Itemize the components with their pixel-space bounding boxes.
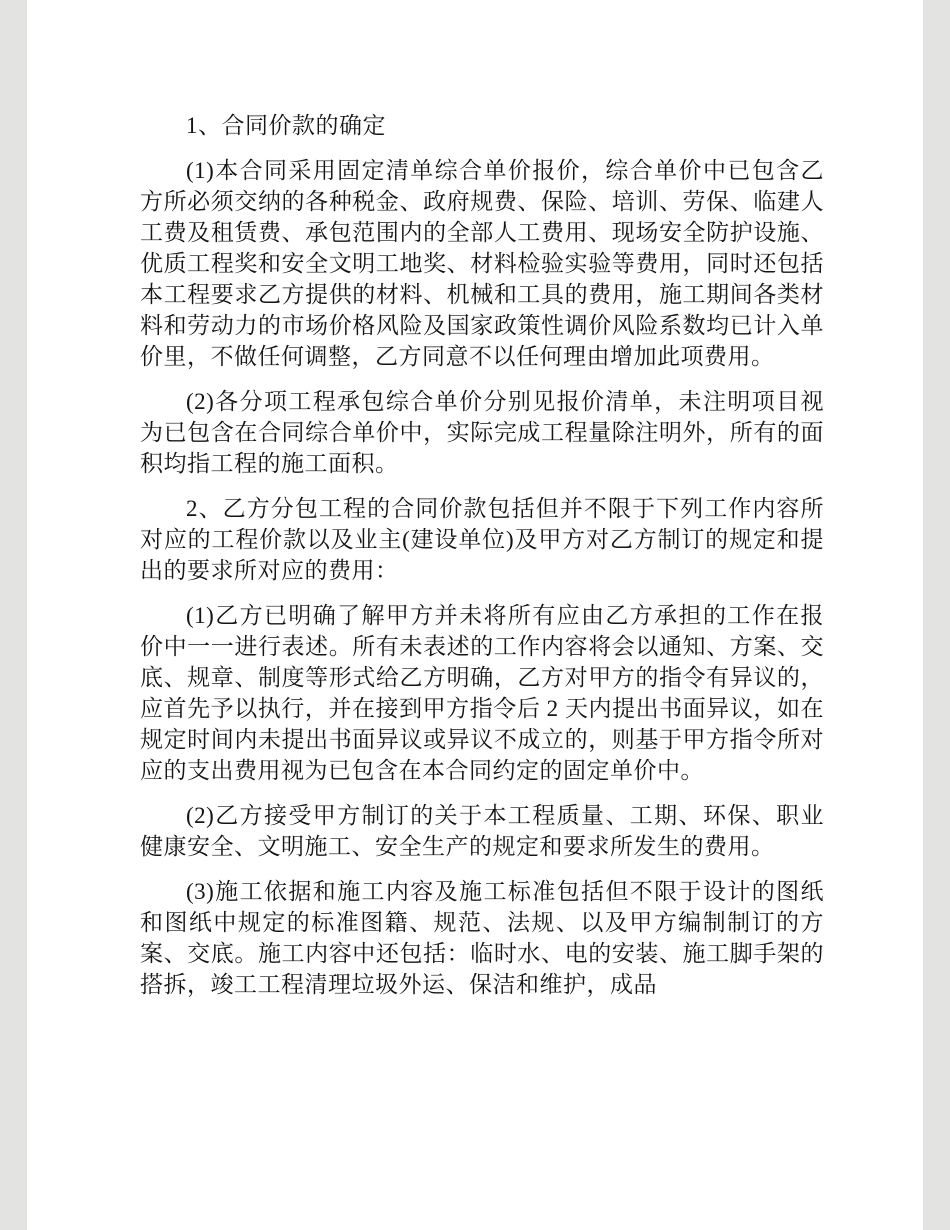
document-paragraph: (3)施工依据和施工内容及施工标准包括但不限于设计的图纸和图纸中规定的标准图籍、规范、法规、以及甲方编制制订的方案、交底。施工内容中还包括：临时水、电的安装、施工脚手架的搭拆，竣工工程清理垃圾外运、保洁和维护，成品 (140, 879, 824, 997)
document-paragraph: (2)乙方接受甲方制订的关于本工程质量、工期、环保、职业健康安全、文明施工、安全生产的规定和要求所发生的费用。 (140, 803, 824, 859)
page-margin-right (923, 0, 950, 1230)
section-heading: 2、乙方分包工程的合同价款包括但并不限于下列工作内容所对应的工程价款以及业主(建设单位)及甲方对乙方制订的规定和提出的要求所对应的费用： (140, 496, 824, 583)
document-paragraph: (1)乙方已明确了解甲方并未将所有应由乙方承担的工作在报价中一一进行表述。所有未表述的工作内容将会以通知、方案、交底、规章、制度等形式给乙方明确，乙方对甲方的指令有异议的，应首先予以执行，并在接到甲方指令后 2 天内提出书面异议，如在规定时间内未提出书面异议或异议不成立的，则基于甲方指令所对应的支出费用视为已包含在本合同约定的固定单价中。 (140, 603, 824, 783)
section-heading: 1、合同价款的确定 (186, 113, 386, 138)
document-content (140, 110, 824, 1014)
document-paragraph: (1)本合同采用固定清单综合单价报价，综合单价中已包含乙方所必须交纳的各种税金、政府规费、保险、培训、劳保、临建人工费及租赁费、承包范围内的全部人工费用、现场安全防护设施、优质工程奖和安全文明工地奖、材料检验实验等费用，同时还包括本工程要求乙方提供的材料、机械和工具的费用，施工期间各类材料和劳动力的市场价格风险及国家政策性调价风险系数均已计入单价里，不做任何调整，乙方同意不以任何理由增加此项费用。 (140, 158, 824, 369)
page-margin-left (0, 0, 27, 1230)
document-paragraph: (2)各分项工程承包综合单价分别见报价清单，未注明项目视为已包含在合同综合单价中，实际完成工程量除注明外，所有的面积均指工程的施工面积。 (140, 389, 824, 476)
